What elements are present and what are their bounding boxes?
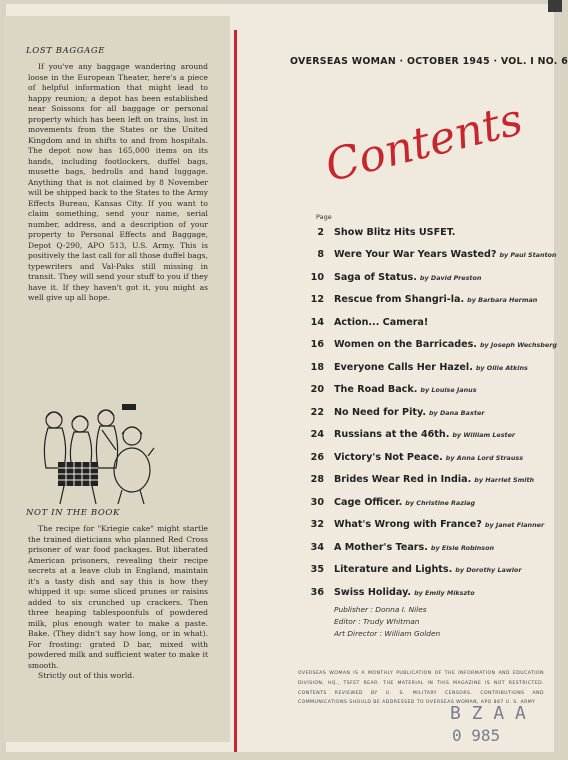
toc-entry[interactable] — [300, 362, 550, 376]
toc-article-title: What's Wrong with France? — [334, 519, 482, 530]
art-director-credit: Art Director : William Golden — [334, 629, 441, 638]
toc-page-number: 32 — [310, 519, 324, 530]
toc-author: by Emily Mikszto — [414, 589, 475, 597]
toc-author: by Elsie Robinson — [430, 544, 495, 552]
toc-author: by Christine Razlag — [405, 499, 476, 507]
toc-article — [334, 587, 475, 598]
toc-article-title: No Need for Pity. — [334, 407, 426, 418]
toc-article-title: The Road Back. — [334, 384, 418, 395]
toc-article-title: A Mother's Tears. — [334, 542, 428, 553]
comic-illustration — [36, 400, 156, 506]
toc-article — [334, 542, 494, 553]
toc-article — [334, 429, 515, 440]
not-in-book-paragraph: The recipe for "Kriegie cake" might startle the trained dieticians who planned Red Cross prisoner of war food packages. But liberated American prisoners, revealing their recipe secrets at a leave club in England, maintain it's a tasty dish and say this is how they whipped it up: some sliced prunes or raisins added to six crunched up crackers. Then three heaping tablespoonfuls of powdered milk, plus enough water to make a paste. Bake. (They didn't say how long, or in what). For frosting: grated D bar, mixed with powdered milk and sufficient water to make it smooth. — [28, 524, 208, 670]
toc-article-title: Rescue from Shangri-la. — [334, 294, 465, 305]
toc-entry[interactable] — [300, 452, 550, 466]
toc-author: by Dorothy Lawlor — [455, 566, 522, 574]
library-stamp — [400, 699, 550, 749]
toc-entry[interactable] — [300, 272, 550, 286]
toc-entry[interactable] — [300, 519, 550, 533]
toc-entry[interactable] — [300, 474, 550, 488]
toc-page-number: 12 — [310, 294, 324, 305]
toc-page-number: 36 — [310, 587, 324, 598]
toc-article — [334, 519, 544, 530]
toc-article — [334, 294, 537, 305]
corner-tab — [548, 0, 562, 12]
toc-page-number: 35 — [310, 564, 324, 575]
toc-entry[interactable] — [300, 227, 550, 241]
page-column-label: Page — [316, 213, 332, 221]
toc-page-number: 10 — [310, 272, 324, 283]
toc-entry[interactable] — [300, 407, 550, 421]
staff-credits — [334, 604, 440, 640]
toc-entry[interactable] — [300, 317, 550, 331]
stamp-code: B Z A A — [450, 703, 526, 724]
not-in-book-body — [28, 524, 208, 682]
toc-author: by Ollie Atkins — [475, 364, 528, 372]
toc-author: by Anna Lord Strauss — [445, 454, 524, 462]
toc-article — [334, 339, 557, 350]
toc-article-title: Brides Wear Red in India. — [334, 474, 472, 485]
not-in-book-closing: Strictly out of this world. — [38, 671, 135, 680]
toc-entry[interactable] — [300, 587, 550, 601]
toc-article — [334, 272, 481, 283]
toc-article — [334, 407, 485, 418]
toc-article-title: Russians at the 46th. — [334, 429, 450, 440]
toc-page-number: 2 — [317, 227, 324, 238]
toc-author: by Dana Baxter — [428, 409, 485, 417]
masthead: OVERSEAS WOMAN · OCTOBER 1945 · VOL. I NO. 6 — [290, 56, 568, 67]
toc-article-title: Swiss Holiday. — [334, 587, 412, 598]
toc-entry[interactable] — [300, 564, 550, 578]
toc-page-number: 34 — [310, 542, 324, 553]
toc-author: by Janet Flanner — [484, 521, 545, 529]
toc-article-title: Show Blitz Hits USFET. — [334, 227, 456, 238]
toc-article — [334, 317, 431, 328]
toc-article-title: Saga of Status. — [334, 272, 417, 283]
toc-author: by Barbara Herman — [467, 296, 538, 304]
toc-article-title: Literature and Lights. — [334, 564, 453, 575]
toc-page-number: 8 — [317, 249, 324, 260]
toc-article — [334, 564, 521, 575]
toc-article-title: Action... Camera! — [334, 317, 429, 328]
toc-author: by Louise Janus — [420, 386, 477, 394]
editor-credit: Editor : Trudy Whitman — [334, 617, 420, 626]
red-divider-rule — [234, 30, 237, 752]
toc-article — [334, 249, 557, 260]
toc-article — [334, 452, 523, 463]
toc-page-number: 24 — [310, 429, 324, 440]
toc-page-number: 20 — [310, 384, 324, 395]
toc-article — [334, 384, 477, 395]
toc-article — [334, 474, 534, 485]
toc-article-title: Victory's Not Peace. — [334, 452, 443, 463]
toc-page-number: 14 — [310, 317, 324, 328]
toc-article-title: Cage Officer. — [334, 497, 403, 508]
toc-article — [334, 497, 475, 508]
toc-article-title: Women on the Barricades. — [334, 339, 477, 350]
toc-page-number: 30 — [310, 497, 324, 508]
lost-baggage-heading: LOST BAGGAGE — [26, 46, 106, 56]
toc-page-number: 28 — [310, 474, 324, 485]
contents-title — [318, 94, 528, 193]
toc-author: by Joseph Wechsberg — [479, 341, 557, 349]
toc-article-title: Were Your War Years Wasted? — [334, 249, 497, 260]
lost-baggage-paragraph: If you've any baggage wandering around loose in the European Theater, here's a piece of helpful information that might lead to happy reunion; a depot has been established near Soissons for all baggage or personal property which has been left on trains, lost in movements from the States or the United Kingdom and in shifts to and from hospitals. The depot now has 165,000 items on its hands, including footlockers, duffel bags, musette bags, bedrolls and hand luggage. Anything that is not claimed by 8 November will be shipped back to the States to the Army Effects Bureau, Kansas City. If you want to claim something, send your name, serial number, address, and a description of your property to Personal Effects and Baggage, Depot Q-290, APO 513, U.S. Army. This is positively the last call for all those duffel bags, typewriters and Val-Paks still missing in transit. They will send your stuff to you if they have it. If they haven't got it, you might as well give up all hope. — [28, 62, 208, 302]
toc-author: by Harriet Smith — [474, 476, 535, 484]
toc-author: by William Lester — [452, 431, 516, 439]
toc-article-title: Everyone Calls Her Hazel. — [334, 362, 473, 373]
toc-entry[interactable] — [300, 384, 550, 398]
toc-article — [334, 362, 528, 373]
toc-page-number: 26 — [310, 452, 324, 463]
contents-title-text: Contents — [320, 94, 528, 193]
toc-entry[interactable] — [300, 542, 550, 556]
stamp-number: 0 985 — [452, 726, 501, 745]
toc-article — [334, 227, 458, 238]
toc-entry[interactable] — [300, 339, 557, 353]
toc-entry[interactable] — [300, 429, 550, 443]
publisher-credit: Publisher : Donna I. Niles — [334, 605, 427, 614]
toc-page-number: 16 — [310, 339, 324, 350]
publication-fineprint: OVERSEAS WOMAN IS A MONTHLY PUBLICATION OF THE INFORMATION AND EDUCATION DIVISION, HQ., TSFET REAR. THE MATERIAL IN THIS MAGAZINE IS NOT RESTRICTED. CONTENTS REVIEWED BY U. S. MILITARY CENSORS. CONTRIBUTIONS AND COMMUNICATIONS SHOULD BE ADDRESSED TO OVERSEAS WOMAN, APO 887 U. S. ARMY — [298, 671, 544, 706]
toc-entry[interactable] — [300, 294, 550, 308]
toc-author: by David Preston — [419, 274, 482, 282]
toc-page-number: 18 — [310, 362, 324, 373]
not-in-book-heading: NOT IN THE BOOK — [26, 508, 120, 518]
toc-author: by Paul Stanton — [499, 251, 557, 259]
toc-entry[interactable] — [300, 497, 550, 511]
toc-page-number: 22 — [310, 407, 324, 418]
toc-entry[interactable] — [300, 249, 557, 263]
lost-baggage-body — [28, 62, 208, 304]
